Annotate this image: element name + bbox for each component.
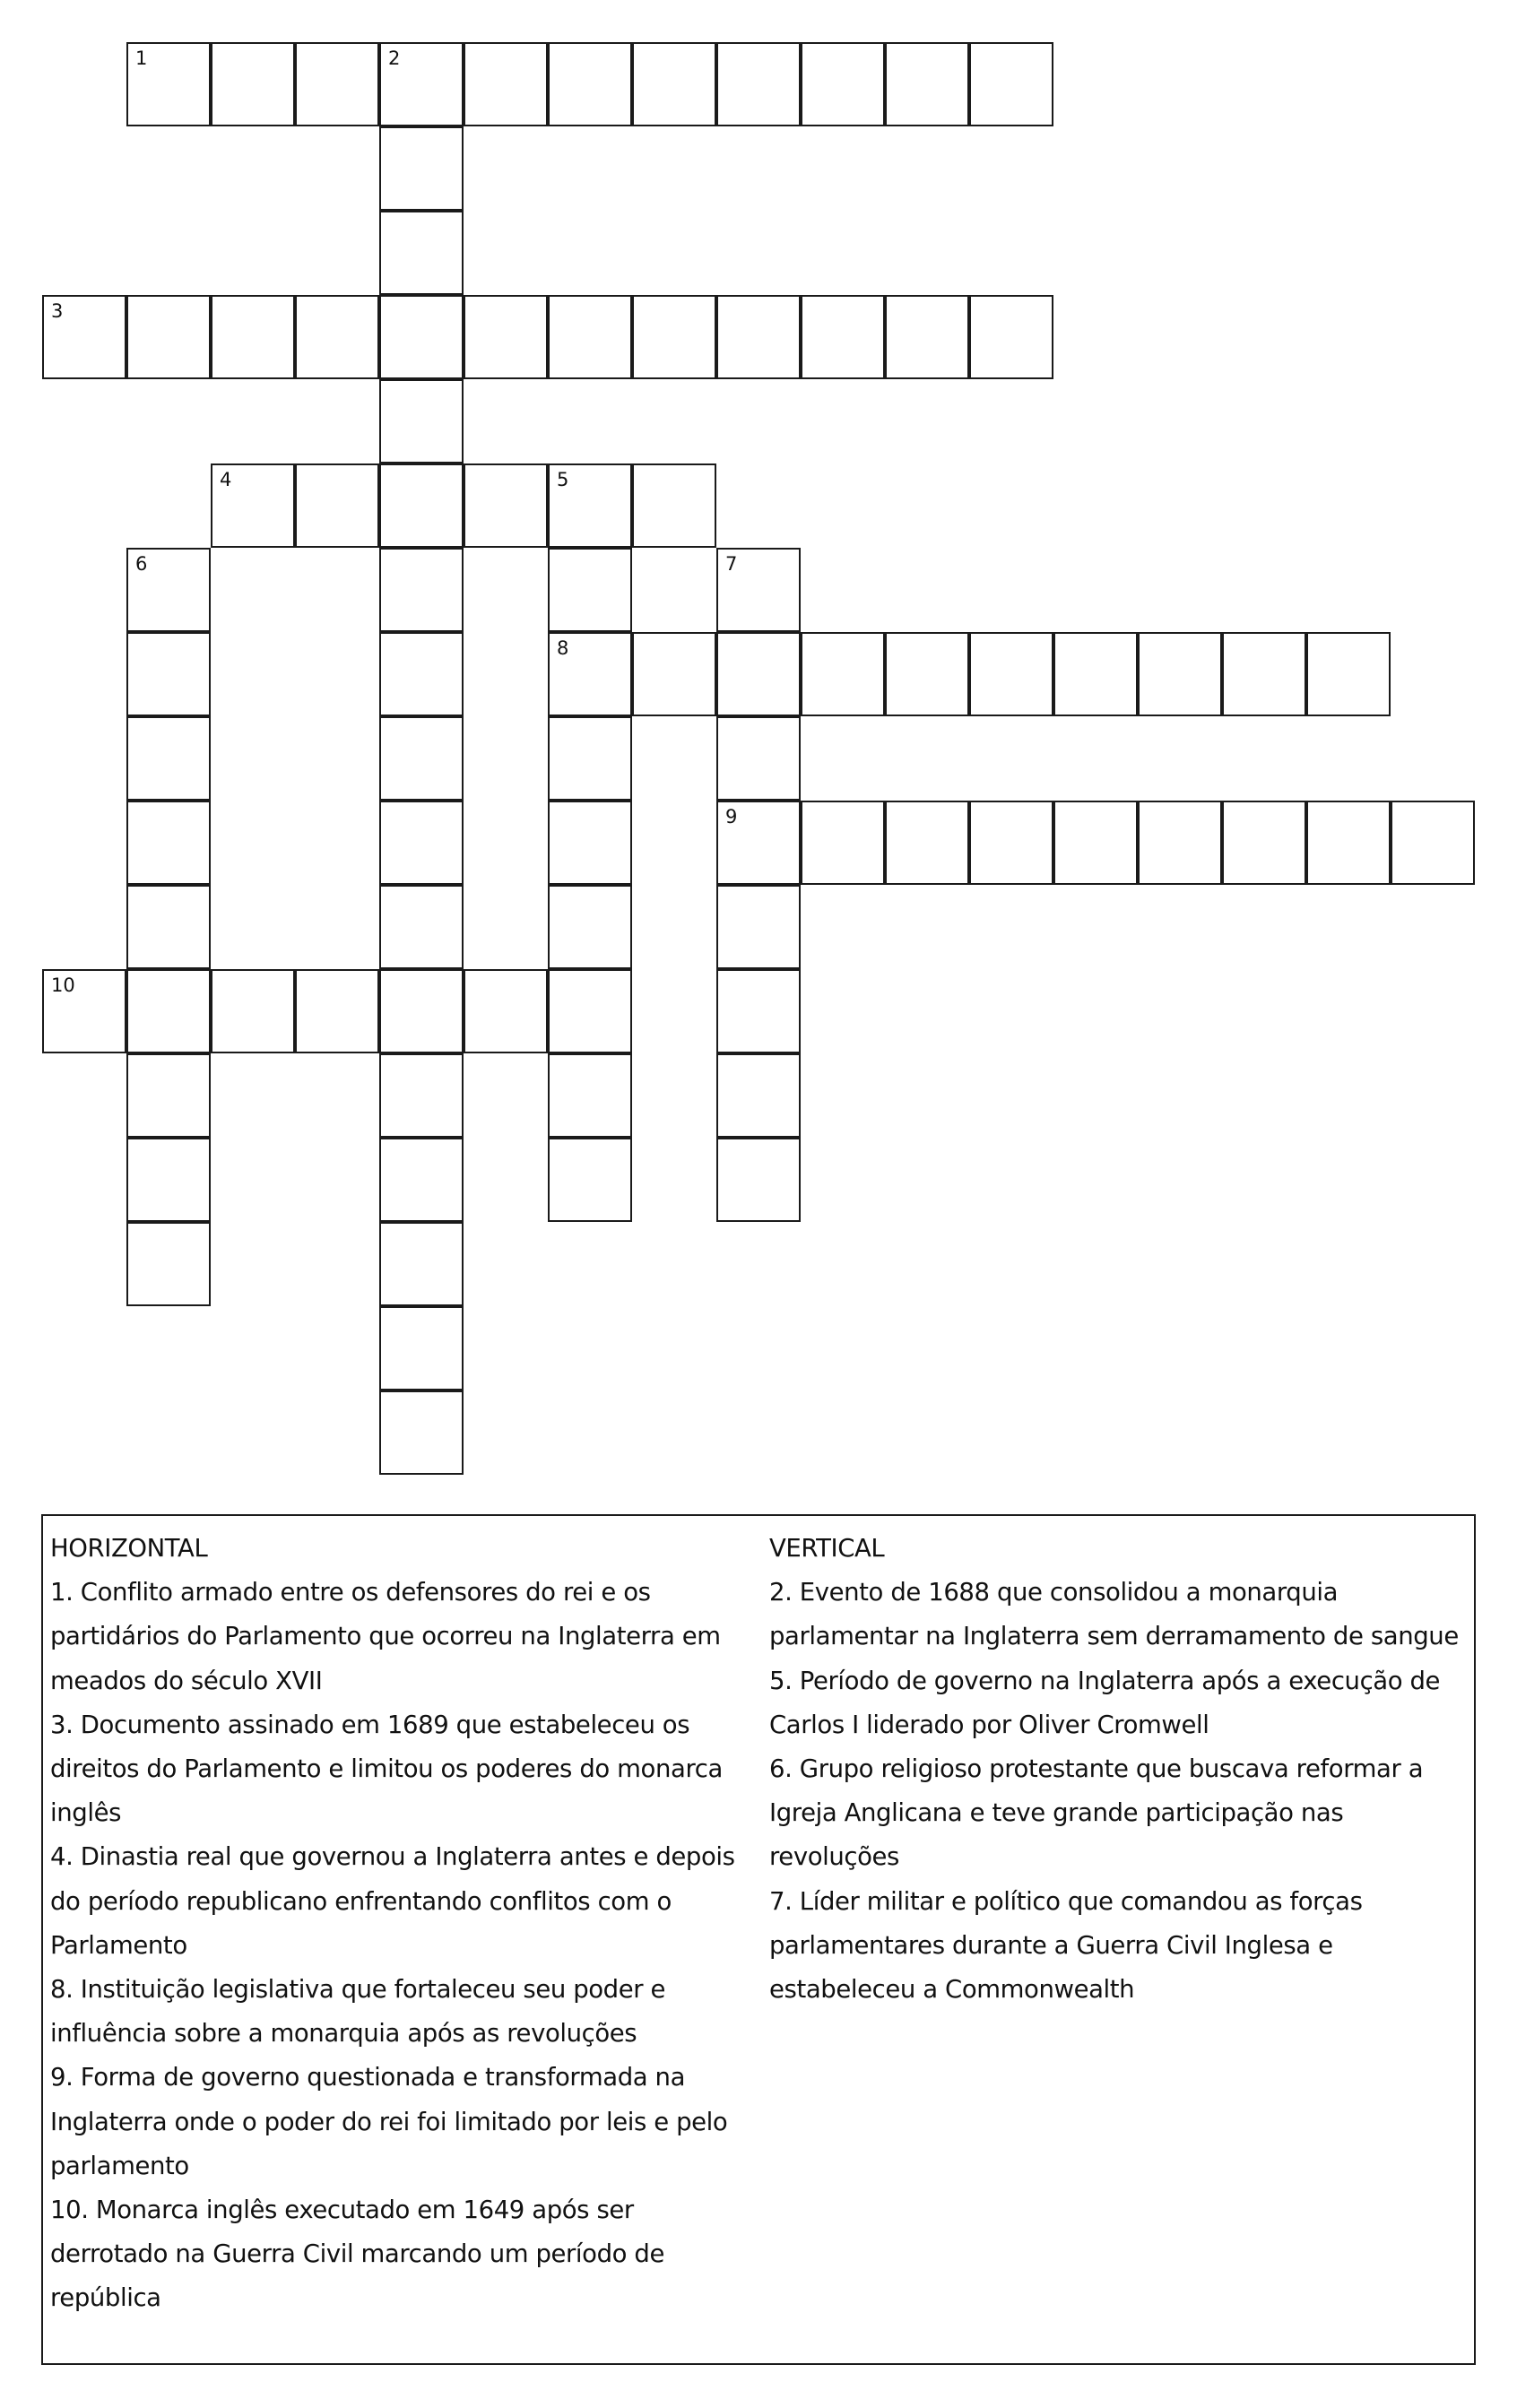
grid-cell[interactable]: [716, 548, 801, 632]
grid-cell[interactable]: [379, 969, 464, 1053]
grid-cell[interactable]: [969, 801, 1053, 885]
clue-line: inglês: [50, 1798, 122, 1828]
grid-cell[interactable]: [716, 295, 801, 379]
clue-line: república: [50, 2283, 161, 2313]
grid-cell[interactable]: [126, 632, 211, 716]
grid-cell[interactable]: [126, 716, 211, 801]
grid-cell[interactable]: [379, 126, 464, 211]
grid-cell[interactable]: [379, 463, 464, 548]
clue-number: 3: [51, 300, 64, 322]
grid-cell[interactable]: [1222, 632, 1306, 716]
grid-cell[interactable]: [716, 716, 801, 801]
grid-cell[interactable]: [126, 1222, 211, 1306]
grid-cell[interactable]: [632, 295, 716, 379]
grid-cell[interactable]: [295, 463, 379, 548]
clue-line: direitos do Parlamento e limitou os poderes do monarca: [50, 1754, 723, 1784]
grid-cell[interactable]: [632, 632, 716, 716]
clue-line: influência sobre a monarquia após as revoluções: [50, 2019, 637, 2049]
clue-line: derrotado na Guerra Civil marcando um período de: [50, 2239, 664, 2269]
grid-cell[interactable]: [632, 42, 716, 126]
grid-cell[interactable]: [379, 379, 464, 463]
clue-line: Igreja Anglicana e teve grande participação nas: [769, 1798, 1344, 1828]
grid-cell[interactable]: [379, 1222, 464, 1306]
grid-cell[interactable]: [464, 42, 548, 126]
clue-line: 3. Documento assinado em 1689 que estabeleceu os: [50, 1710, 690, 1739]
grid-cell[interactable]: [126, 885, 211, 969]
grid-cell[interactable]: [1053, 632, 1138, 716]
horizontal-heading: HORIZONTAL: [50, 1534, 208, 1563]
grid-cell[interactable]: [548, 716, 632, 801]
grid-cell[interactable]: [885, 295, 969, 379]
grid-cell[interactable]: [42, 969, 126, 1053]
grid-cell[interactable]: [548, 1138, 632, 1222]
grid-cell[interactable]: [801, 295, 885, 379]
clue-number: 9: [725, 806, 738, 827]
clue-line: Parlamento: [50, 1930, 187, 1960]
grid-cell[interactable]: [379, 885, 464, 969]
grid-cell[interactable]: [211, 42, 295, 126]
grid-cell[interactable]: [464, 969, 548, 1053]
clue-line: 10. Monarca inglês executado em 1649 após ser: [50, 2196, 634, 2225]
grid-cell[interactable]: [126, 969, 211, 1053]
clue-line: revoluções: [769, 1842, 899, 1872]
clue-number: 10: [51, 974, 75, 996]
clue-line: 5. Período de governo na Inglaterra após a execução de: [769, 1666, 1441, 1695]
clue-line: parlamentar na Inglaterra sem derramamento de sangue: [769, 1622, 1459, 1651]
grid-cell[interactable]: [548, 969, 632, 1053]
grid-cell[interactable]: [885, 801, 969, 885]
grid-cell[interactable]: [548, 295, 632, 379]
grid-cell[interactable]: [379, 1306, 464, 1390]
grid-cell[interactable]: [548, 42, 632, 126]
grid-cell[interactable]: [801, 801, 885, 885]
grid-cell[interactable]: [379, 716, 464, 801]
clue-line: parlamentares durante a Guerra Civil Inglesa e: [769, 1930, 1333, 1960]
grid-cell[interactable]: [1306, 801, 1391, 885]
grid-cell[interactable]: [885, 42, 969, 126]
clue-box: [41, 1514, 1476, 2365]
grid-cell[interactable]: [42, 295, 126, 379]
clue-line: estabeleceu a Commonwealth: [769, 1975, 1135, 2005]
grid-cell[interactable]: [548, 801, 632, 885]
grid-cell[interactable]: [1222, 801, 1306, 885]
grid-cell[interactable]: [716, 632, 801, 716]
grid-cell[interactable]: [548, 885, 632, 969]
clue-number: 4: [220, 469, 232, 490]
grid-cell[interactable]: [548, 1053, 632, 1138]
grid-cell[interactable]: [969, 295, 1053, 379]
grid-cell[interactable]: [1053, 801, 1138, 885]
grid-cell[interactable]: [211, 463, 295, 548]
grid-cell[interactable]: [379, 42, 464, 126]
vertical-clues: [769, 1527, 1478, 2012]
grid-cell[interactable]: [295, 295, 379, 379]
grid-cell[interactable]: [379, 632, 464, 716]
grid-cell[interactable]: [379, 1053, 464, 1138]
grid-cell[interactable]: [969, 632, 1053, 716]
grid-cell[interactable]: [126, 1053, 211, 1138]
grid-cell[interactable]: [1138, 801, 1222, 885]
grid-cell[interactable]: [379, 548, 464, 632]
grid-cell[interactable]: [379, 801, 464, 885]
clue-line: 4. Dinastia real que governou a Inglaterra antes e depois: [50, 1842, 735, 1872]
grid-cell[interactable]: [1391, 801, 1475, 885]
grid-cell[interactable]: [464, 463, 548, 548]
grid-cell[interactable]: [548, 548, 632, 632]
clue-number: 1: [135, 48, 148, 69]
clue-number: 2: [388, 48, 401, 69]
grid-cell[interactable]: [716, 885, 801, 969]
grid-cell[interactable]: [716, 969, 801, 1053]
clue-line: 9. Forma de governo questionada e transformada na: [50, 2063, 686, 2092]
grid-cell[interactable]: [969, 42, 1053, 126]
grid-cell[interactable]: [211, 969, 295, 1053]
grid-cell[interactable]: [801, 42, 885, 126]
grid-cell[interactable]: [126, 295, 211, 379]
grid-cell[interactable]: [1306, 632, 1391, 716]
grid-cell[interactable]: [379, 1390, 464, 1475]
clue-line: Carlos I liderado por Oliver Cromwell: [769, 1710, 1209, 1739]
grid-cell[interactable]: [295, 969, 379, 1053]
clue-line: 6. Grupo religioso protestante que buscava reformar a: [769, 1754, 1424, 1784]
horizontal-clues: [50, 1527, 767, 2321]
grid-cell[interactable]: [548, 463, 632, 548]
grid-cell[interactable]: [716, 42, 801, 126]
grid-cell[interactable]: [885, 632, 969, 716]
clue-line: parlamento: [50, 2151, 189, 2180]
clue-line: 2. Evento de 1688 que consolidou a monarquia: [769, 1578, 1339, 1607]
grid-cell[interactable]: [464, 295, 548, 379]
grid-cell[interactable]: [126, 42, 211, 126]
grid-cell[interactable]: [801, 632, 885, 716]
grid-cell[interactable]: [716, 1053, 801, 1138]
clue-line: Inglaterra onde o poder do rei foi limitado por leis e pelo: [50, 2107, 728, 2136]
grid-cell[interactable]: [379, 1138, 464, 1222]
grid-cell[interactable]: [379, 295, 464, 379]
clue-line: 7. Líder militar e político que comandou as forças: [769, 1886, 1363, 1916]
grid-cell[interactable]: [126, 1138, 211, 1222]
clue-line: partidários do Parlamento que ocorreu na Inglaterra em: [50, 1622, 721, 1651]
grid-cell[interactable]: [379, 211, 464, 295]
clue-line: 1. Conflito armado entre os defensores do rei e os: [50, 1578, 651, 1607]
grid-cell[interactable]: [211, 295, 295, 379]
vertical-heading: VERTICAL: [769, 1534, 885, 1563]
grid-cell[interactable]: [126, 801, 211, 885]
clue-line: meados do século XVII: [50, 1666, 323, 1695]
clue-number: 7: [725, 553, 738, 575]
grid-cell[interactable]: [126, 548, 211, 632]
clue-line: 8. Instituição legislativa que fortaleceu seu poder e: [50, 1975, 666, 2005]
grid-cell[interactable]: [716, 801, 801, 885]
grid-cell[interactable]: [632, 463, 716, 548]
clue-number: 6: [135, 553, 148, 575]
grid-cell[interactable]: [716, 1138, 801, 1222]
clue-number: 5: [557, 469, 569, 490]
grid-cell[interactable]: [295, 42, 379, 126]
grid-cell[interactable]: [1138, 632, 1222, 716]
clue-line: do período republicano enfrentando conflitos com o: [50, 1886, 672, 1916]
grid-cell[interactable]: [548, 632, 632, 716]
clue-number: 8: [557, 637, 569, 659]
